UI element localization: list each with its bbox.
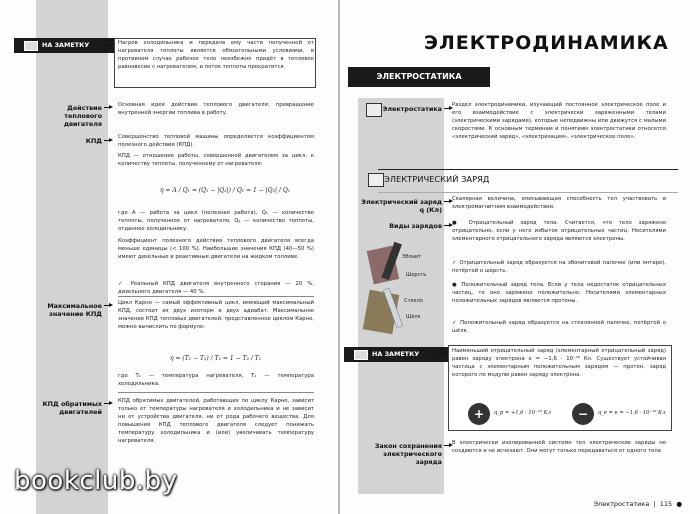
silk-label: Шёлк <box>406 314 421 320</box>
reverse-kpd-label: КПД обратимых двигателей <box>42 400 102 416</box>
note-text: Наименьший отрицательный заряд (элементарный отрицательный заряд) равен заряду электрона e = −1,6 · 10⁻¹⁹ Кл. Существует устойчивая частица с элементарным положительным зарядом — протон, заряд которого по модулю равен заряду электрона. <box>452 348 666 378</box>
left-margin-column <box>36 0 108 514</box>
chapter-title: ЭЛЕКТРОДИНАМИКА <box>424 32 669 54</box>
charge-label: Электрический заряд q (Кл) <box>361 198 442 214</box>
law-text: В электрически изолированной системе тел электрические заряды не создаются и не исчезают. Они могут только передаваться от одного тела <box>452 440 666 454</box>
calendar-icon <box>368 173 384 187</box>
arrow-icon <box>104 305 110 306</box>
kpd-formula: η = A / Q₁ = (Q₁ − |Q₂|) / Q₁ = 1 − |Q₂| / Q₁ <box>160 187 291 194</box>
carnot-formula: η = (T₁ − T₂) / T₁ = 1 − T₂ / T₁ <box>170 355 262 362</box>
divider <box>118 392 314 393</box>
ebonite-label: Эбонит <box>402 254 422 260</box>
positive-charge-check: ✓ Положительный заряд образуется на стеклянной палочке, потёртой о шёлк. <box>452 320 666 334</box>
proton-badge: + <box>468 403 490 425</box>
note-text: Нагрев холодильника и передача ему части полученной от нагревателя теплоты является обязательными условиями, в противном случае рабочее тело неизбежно придёт в тепловое равновесие с нагревателем, и поток теплоты прекратится. <box>118 40 314 70</box>
action-text: Основная идея действия теплового двигателя: превращение внутренней энергии топлива в работу. <box>118 102 314 116</box>
arrow-icon <box>444 225 450 226</box>
max-kpd-text: Цикл Карно — самый эффективный цикл, имеющий максимальный КПД, состоит из двух изотерм и двух адиабат. Максимальное значение КПД тепловых двигателей, представленное циклом Карно, можно вычислить по формуле: <box>118 300 314 330</box>
electron-badge: − <box>572 403 594 425</box>
page-number: 115 <box>659 500 673 508</box>
law-label: Закон сохранения электрического заряда <box>374 442 442 466</box>
types-label: Виды зарядов <box>389 222 442 230</box>
electrostatics-label: Электростатика <box>382 105 442 113</box>
kpd-text2: КПД — отношение работы, совершенной двигателем за цикл, к количеству теплоты, полученному от нагревателя: <box>118 153 314 167</box>
action-label: Действие теплового двигателя <box>63 104 102 128</box>
note-label: НА ЗАМЕТКУ <box>372 350 420 358</box>
note-label: НА ЗАМЕТКУ <box>42 41 90 49</box>
max-kpd-text2: где T₁ — температура нагревателя, T₂ — температура холодильника. <box>118 373 314 387</box>
electron-charge: q_e = e = −1,6 · 10⁻¹⁹ Кл <box>598 410 666 416</box>
max-kpd-label: Максимальное значение КПД <box>47 302 102 318</box>
glass-label: Стекло <box>404 298 423 304</box>
arrow-icon <box>436 354 442 355</box>
right-page <box>340 0 700 514</box>
page-footer: Электростатика | 115 ● <box>593 500 682 508</box>
negative-charge-text: ● Отрицательный заряд тела. Считается, что тело заряжено отрицательно, если у него избыток отрицательных частиц. Носителями элементарного отрицательного заряда являются электроны. <box>452 220 666 242</box>
bullet-icon: ● <box>676 500 682 508</box>
wool-label: Шерсть <box>406 272 427 278</box>
positive-charge-text: ● Положительный заряд тела. Если у тела недостаток отрицательных частиц, то оно заряжено положительно. Носителями элементарных положительных зарядов являются протоны. <box>452 282 666 304</box>
arrow-icon <box>444 445 450 446</box>
electrostatics-text: Раздел электродинамики, изучающий постоянное электрическое поле и его взаимодействие с электрически заряженными телами (электрическими зарядами), которые неподвижны или движутся с малыми скоростями. К основным терминам и понятиям электростатики относятся «электрический заряд», «электризация», «электрическое поле». <box>452 102 666 140</box>
footer-section: Электростатика <box>593 500 650 508</box>
kpd-text1: Совершенство тепловой машины определяется коэффициентом полезного действия (КПД). <box>118 134 314 148</box>
charge-text: Скалярная величина, описывающая способность тел участвовать в электромагнитном взаимодействии. <box>452 196 666 210</box>
topic-title: ЭЛЕКТРИЧЕСКИЙ ЗАРЯД <box>384 174 490 184</box>
section-title: ЭЛЕКТРОСТАТИКА <box>348 67 490 87</box>
kpd-text3: где A — работа за цикл (полезная работа), Q₁ — количество теплоты, полученное от нагревателя, Q₂ — количество теплоты, отданное холодильнику. <box>118 210 314 232</box>
negative-charge-check: ✓ Отрицательный заряд образуется на эбонитовой палочке (или янтаре), потёртой о шерсть. <box>452 260 666 274</box>
kpd-check: ✓ Реальный КПД двигателя внутреннего сгорания — 20 %, дизельного двигателя — 40 %. <box>118 281 314 295</box>
reverse-kpd-text: КПД обратимых двигателей, работающих по циклу Карно, зависит только от температуры нагревателя и холодильника и не зависит ни от устройства двигателя, ни от рода рабочего вещества. Для повышения КПД теплового двигателя следует понижать температуру холодильника и (или) увеличивать температуру нагревателя. <box>118 398 314 444</box>
arrow-icon <box>444 108 450 109</box>
kpd-text4: Коэффициент полезного действия теплового двигателя всегда меньше единицы (< 100 %). Наибольшие значения КПД (40—50 %) имеют дизельные и реактивные двигатели на жидком топливе. <box>118 238 314 260</box>
arrow-icon <box>104 107 110 108</box>
watermark-logo: bookclub.by <box>14 466 178 496</box>
book-icon <box>24 41 38 51</box>
left-page <box>0 0 338 514</box>
kpd-label: КПД <box>85 137 102 145</box>
arrow-icon <box>104 140 110 141</box>
arrow-icon <box>104 403 110 404</box>
arrow-icon <box>444 201 450 202</box>
proton-charge: q_p = +1,6 · 10⁻¹⁹ Кл <box>494 410 551 416</box>
arrow-icon <box>104 45 110 46</box>
book-icon <box>354 350 368 360</box>
divider <box>118 296 314 297</box>
